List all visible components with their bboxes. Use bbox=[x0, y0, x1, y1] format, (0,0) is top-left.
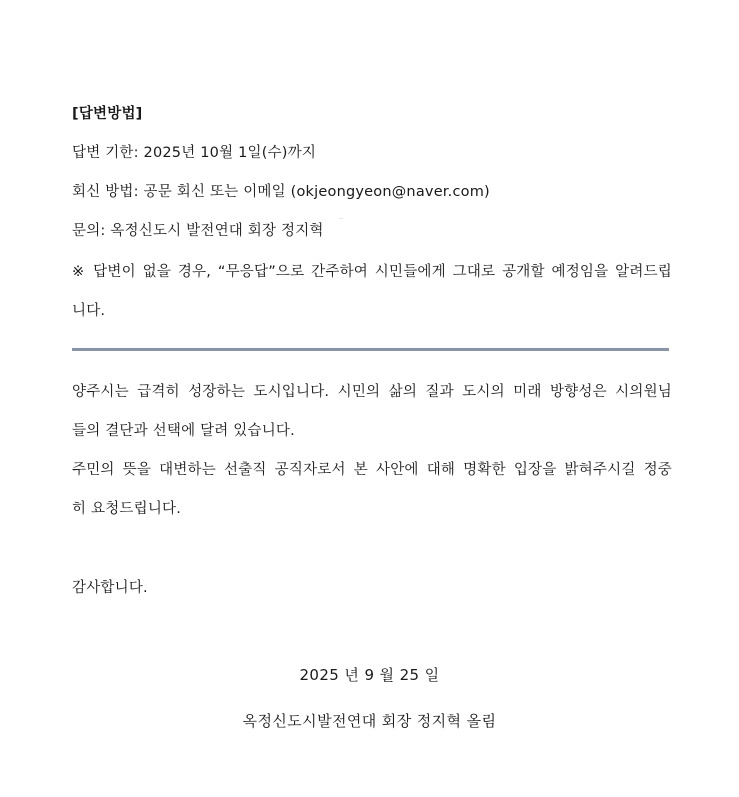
faint-mark: ‥ bbox=[339, 214, 345, 221]
paragraph-1-line-2: 들의 결단과 선택에 달려 있습니다. bbox=[72, 423, 295, 439]
reply-method: 회신 방법: 공문 회신 또는 이메일 (okjeongyeon@naver.com) bbox=[72, 184, 490, 200]
paragraph-2-line-1: 주민의 뜻을 대변하는 선출직 공직자로서 본 사안에 대해 명확한 입장을 밝혀주시길 정중 bbox=[72, 462, 672, 478]
letter-date: 2025 년 9 월 25 일 bbox=[299, 666, 440, 684]
section-divider bbox=[72, 348, 669, 351]
reply-deadline: 답변 기한: 2025년 10월 1일(수)까지 bbox=[72, 145, 317, 161]
letter-signature: 옥정신도시발전연대 회장 정지혁 올림 bbox=[242, 712, 497, 730]
paragraph-1-line-1: 양주시는 급격히 성장하는 도시입니다. 시민의 삶의 질과 도시의 미래 방향성은 시의원님 bbox=[72, 384, 672, 400]
notice-line-1: ※ 답변이 없을 경우, “무응답”으로 간주하여 시민들에게 그대로 공개할 예정임을 알려드립 bbox=[72, 264, 672, 280]
thanks-text: 감사합니다. bbox=[72, 580, 148, 596]
paragraph-2-line-2: 히 요청드립니다. bbox=[72, 501, 182, 517]
reply-method-title: [답변방법] bbox=[72, 106, 143, 122]
notice-line-2: 니다. bbox=[72, 303, 106, 319]
contact-info: 문의: 옥정신도시 발전연대 회장 정지혁 bbox=[72, 223, 324, 239]
